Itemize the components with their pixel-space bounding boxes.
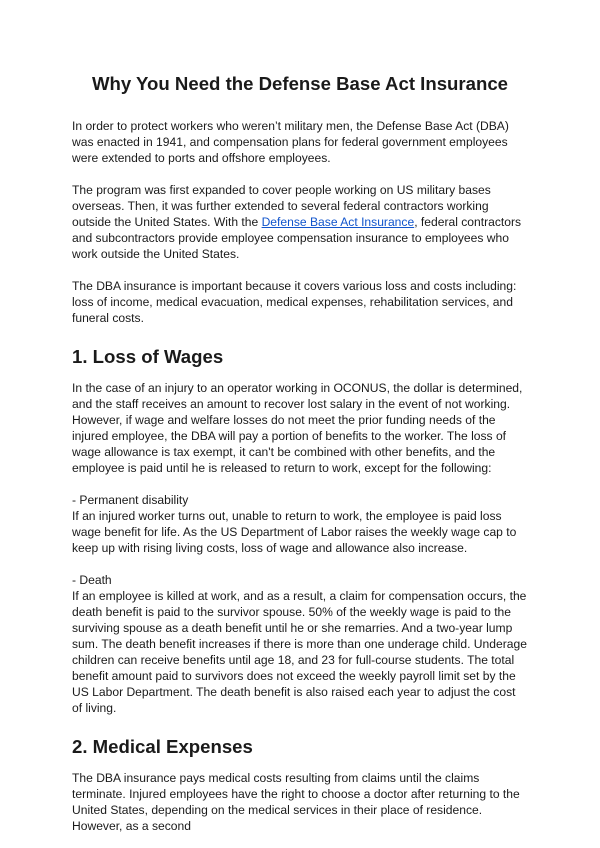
- intro-paragraph-2-text-end: , federal contractors and subcontractors provide employee compensation insurance to employees who work outside the United States.: [72, 215, 522, 261]
- section-1-heading: 1. Loss of Wages: [72, 346, 224, 367]
- dba-insurance-link[interactable]: Defense Base Act Insurance: [261, 215, 415, 229]
- death-text: If an employee is killed at work, and as a result, a claim for compensation occurs, the death benefit is paid to the survivor spouse. 50% of the weekly wage is paid to the surviving spouse as a death benefit until he or she remarries. And a two-year lump sum. The death benefit increases if there is more than one underage child. Underage children can receive benefits until age 18, and 23 for full-course students. The total benefit amount paid to survivors does not exceed the weekly payroll limit set by the US Labor Department. The death benefit is also raised each year to adjust the cost of living.: [72, 589, 527, 715]
- intro-paragraph-2: [72, 182, 528, 262]
- permanent-disability-text: If an injured worker turns out, unable to return to work, the employee is paid loss wage benefit for life. As the US Department of Labor raises the weekly wage cap to keep up with rising living costs, loss of wage and allowance also increase.: [72, 509, 517, 555]
- death-label: - Death: [72, 573, 112, 587]
- section-2-heading: 2. Medical Expenses: [72, 736, 253, 757]
- section-1-paragraph: In the case of an injury to an operator working in OCONUS, the dollar is determined, and the staff receives an amount to recover lost salary in the event of not working. However, if wage and welfare losses do not meet the prior funding needs of the injured employee, the DBA will pay a portion of benefits to the worker. The loss of wage allowance is tax exempt, it can't be combined with other benefits, and the employee is paid until he is released to return to work, except for the following:: [72, 381, 523, 475]
- intro-paragraph-1: In order to protect workers who weren’t military men, the Defense Base Act (DBA) was enacted in 1941, and compensation plans for federal government employees were extended to ports and offshore employees.: [72, 119, 509, 165]
- permanent-disability-label: - Permanent disability: [72, 493, 189, 507]
- document-title: Why You Need the Defense Base Act Insurance: [91, 73, 509, 94]
- intro-paragraph-3: The DBA insurance is important because it covers various loss and costs including: loss of income, medical evacuation, medical expenses, rehabilitation services, and funeral costs.: [72, 279, 517, 325]
- section-2-paragraph: The DBA insurance pays medical costs resulting from claims until the claims terminate. Injured employees have the right to choose a doctor after returning to the United States, depending on the medical services in their place of residence. However, as a second: [72, 771, 520, 833]
- intro-paragraph-2-text-start: The program was first expanded to cover people working on US military bases overseas. Then, it was further extended to several federal contractors working outside the United States. With the: [72, 183, 491, 229]
